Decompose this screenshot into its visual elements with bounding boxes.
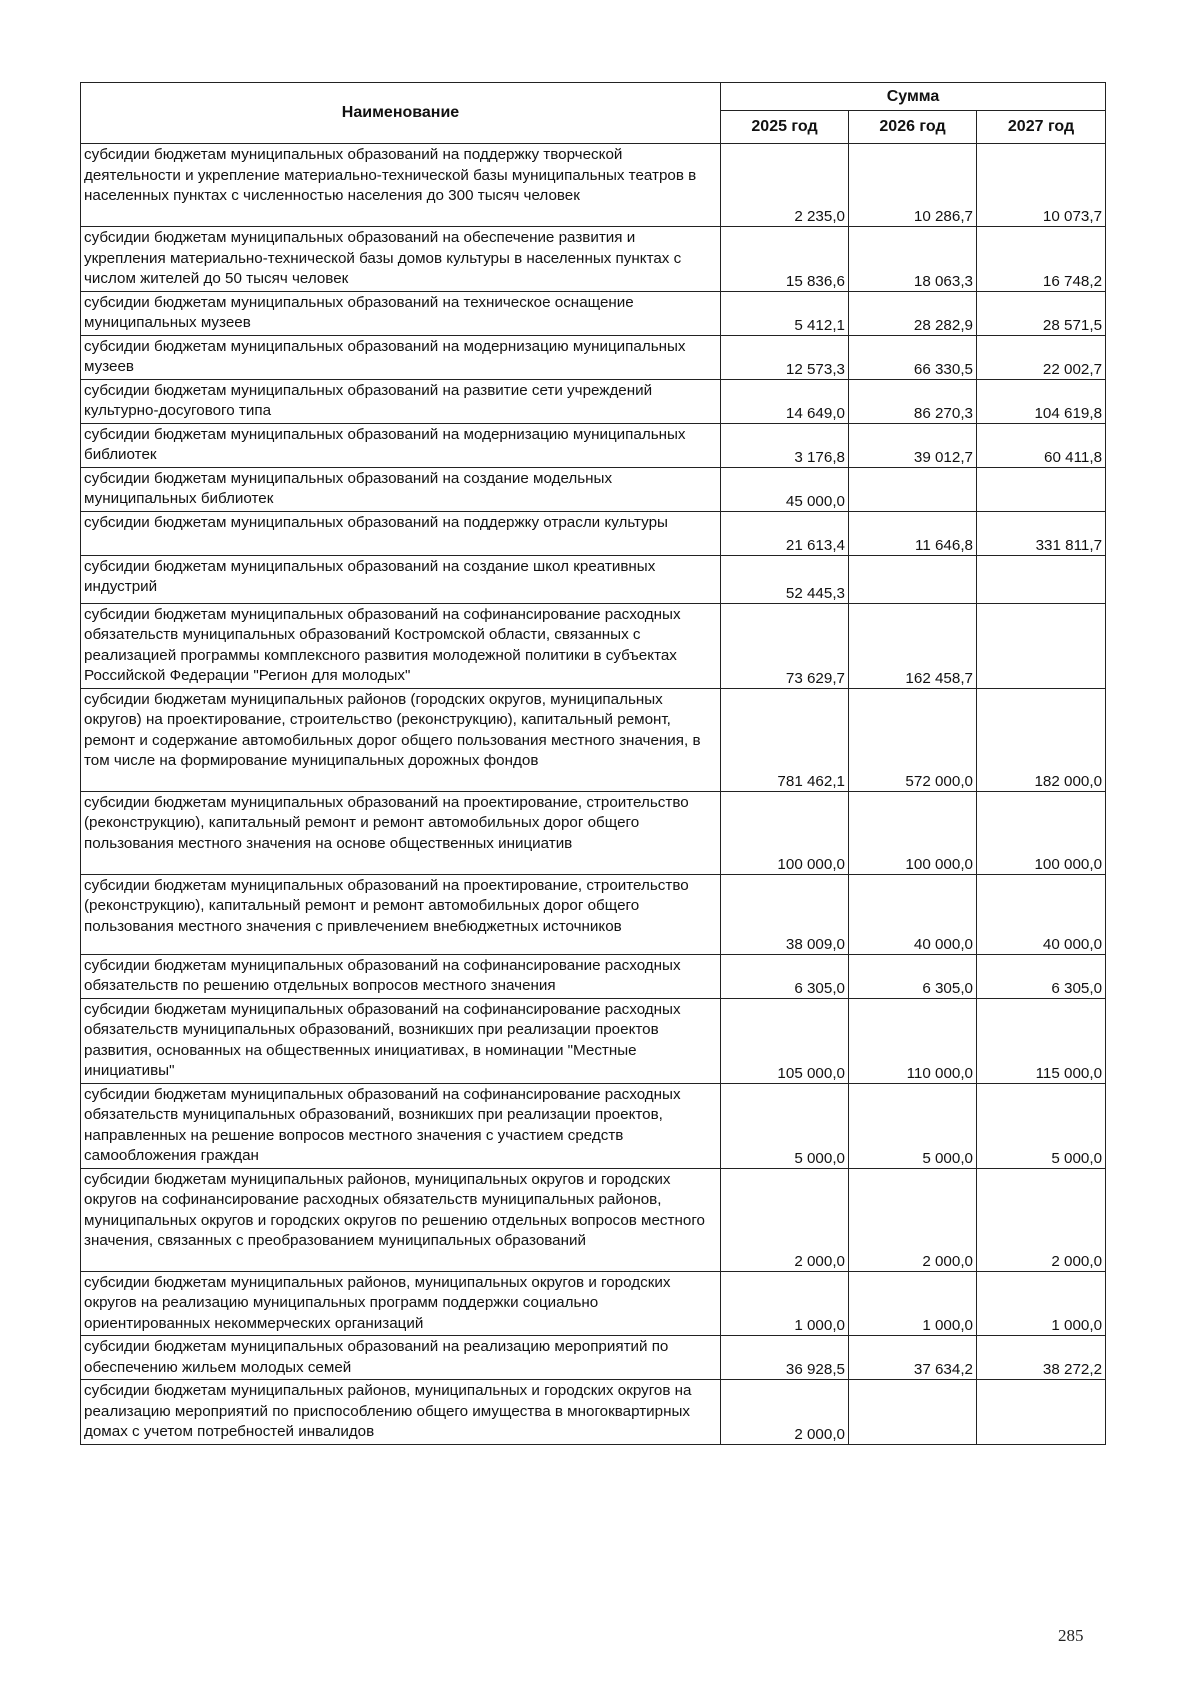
- row-value-2025: 2 235,0: [721, 144, 849, 227]
- row-name: субсидии бюджетам муниципальных районов, муниципальных и городских округов на реализацию мероприятий по приспособлению общего имущества в многоквартирных домах с учетом потребностей инвалидов: [81, 1380, 721, 1445]
- row-value-2026: 1 000,0: [849, 1271, 977, 1336]
- row-name: субсидии бюджетам муниципальных районов, муниципальных округов и городских округов на реализацию муниципальных программ поддержки социально ориентированных некоммерческих организаций: [81, 1271, 721, 1336]
- row-value-2025: 14 649,0: [721, 379, 849, 423]
- table-row: [81, 874, 1106, 954]
- row-value-2027: 2 000,0: [977, 1168, 1106, 1271]
- table-body: [81, 144, 1106, 1445]
- row-value-2027: [977, 603, 1106, 688]
- row-value-2025: 781 462,1: [721, 688, 849, 791]
- row-value-2027: 38 272,2: [977, 1336, 1106, 1380]
- table-row: [81, 227, 1106, 292]
- header-year-2025: 2025 год: [721, 111, 849, 144]
- row-value-2027: 6 305,0: [977, 954, 1106, 998]
- page-number: 285: [1058, 1626, 1084, 1645]
- row-value-2026: 18 063,3: [849, 227, 977, 292]
- row-value-2027: 22 002,7: [977, 335, 1106, 379]
- row-value-2026: 5 000,0: [849, 1083, 977, 1168]
- row-name: субсидии бюджетам муниципальных образований на создание школ креативных индустрий: [81, 555, 721, 603]
- row-value-2026: 162 458,7: [849, 603, 977, 688]
- table-row: [81, 1336, 1106, 1380]
- row-name: субсидии бюджетам муниципальных образований на создание модельных муниципальных библиотек: [81, 467, 721, 511]
- row-value-2025: 12 573,3: [721, 335, 849, 379]
- table-row: [81, 291, 1106, 335]
- row-value-2026: 6 305,0: [849, 954, 977, 998]
- row-name: субсидии бюджетам муниципальных образований на софинансирование расходных обязательств муниципальных образований Костромской области, связанных с реализацией программы комплексного развития молодежной политики в субъектах Российской Федерации "Регион для молодых": [81, 603, 721, 688]
- row-name: субсидии бюджетам муниципальных образований на модернизацию муниципальных музеев: [81, 335, 721, 379]
- row-name: субсидии бюджетам муниципальных образований на софинансирование расходных обязательств муниципальных образований, возникших при реализации проектов, направленных на решение вопросов местного значения с участием средств самообложения граждан: [81, 1083, 721, 1168]
- row-value-2026: 40 000,0: [849, 874, 977, 954]
- table-row: [81, 603, 1106, 688]
- table-row: [81, 335, 1106, 379]
- row-value-2027: 28 571,5: [977, 291, 1106, 335]
- row-value-2026: 39 012,7: [849, 423, 977, 467]
- row-value-2026: [849, 467, 977, 511]
- table-row: [81, 511, 1106, 555]
- row-value-2025: 2 000,0: [721, 1168, 849, 1271]
- row-value-2027: 5 000,0: [977, 1083, 1106, 1168]
- header-sum: Сумма: [721, 83, 1106, 111]
- table-row: [81, 998, 1106, 1083]
- subsidies-table: [80, 82, 1106, 1445]
- table-row: [81, 467, 1106, 511]
- row-value-2025: 73 629,7: [721, 603, 849, 688]
- row-name: субсидии бюджетам муниципальных образований на софинансирование расходных обязательств по решению отдельных вопросов местного значения: [81, 954, 721, 998]
- row-name: субсидии бюджетам муниципальных образований на реализацию мероприятий по обеспечению жильем молодых семей: [81, 1336, 721, 1380]
- table-row: [81, 954, 1106, 998]
- row-value-2025: 5 000,0: [721, 1083, 849, 1168]
- header-name: Наименование: [81, 83, 721, 144]
- row-value-2026: 10 286,7: [849, 144, 977, 227]
- row-value-2027: 115 000,0: [977, 998, 1106, 1083]
- row-value-2026: 66 330,5: [849, 335, 977, 379]
- header-year-2026: 2026 год: [849, 111, 977, 144]
- row-name: субсидии бюджетам муниципальных образований на софинансирование расходных обязательств муниципальных образований, возникших при реализации проектов развития, основанных на общественных инициативах, в номинации "Местные инициативы": [81, 998, 721, 1083]
- row-value-2027: 40 000,0: [977, 874, 1106, 954]
- row-value-2026: [849, 555, 977, 603]
- header-year-2027: 2027 год: [977, 111, 1106, 144]
- row-value-2025: 105 000,0: [721, 998, 849, 1083]
- row-name: субсидии бюджетам муниципальных образований на обеспечение развития и укрепления материально-технической базы домов культуры в населенных пунктах с числом жителей до 50 тысяч человек: [81, 227, 721, 292]
- row-value-2025: 6 305,0: [721, 954, 849, 998]
- row-value-2027: 1 000,0: [977, 1271, 1106, 1336]
- table-row: [81, 555, 1106, 603]
- row-value-2025: 38 009,0: [721, 874, 849, 954]
- row-value-2026: 572 000,0: [849, 688, 977, 791]
- row-value-2027: 60 411,8: [977, 423, 1106, 467]
- table-row: [81, 1271, 1106, 1336]
- row-name: субсидии бюджетам муниципальных образований на техническое оснащение муниципальных музеев: [81, 291, 721, 335]
- row-value-2025: 21 613,4: [721, 511, 849, 555]
- row-value-2026: 28 282,9: [849, 291, 977, 335]
- row-name: субсидии бюджетам муниципальных образований на развитие сети учреждений культурно-досугового типа: [81, 379, 721, 423]
- row-value-2025: 5 412,1: [721, 291, 849, 335]
- row-name: субсидии бюджетам муниципальных образований на проектирование, строительство (реконструкцию), капитальный ремонт и ремонт автомобильных дорог общего пользования местного значения на основе общественных инициатив: [81, 791, 721, 874]
- row-value-2027: 104 619,8: [977, 379, 1106, 423]
- row-value-2027: 10 073,7: [977, 144, 1106, 227]
- row-value-2026: [849, 1380, 977, 1445]
- row-value-2027: [977, 555, 1106, 603]
- row-value-2025: 100 000,0: [721, 791, 849, 874]
- table-row: [81, 423, 1106, 467]
- row-value-2026: 2 000,0: [849, 1168, 977, 1271]
- table-row: [81, 791, 1106, 874]
- row-name: субсидии бюджетам муниципальных районов, муниципальных округов и городских округов на софинансирование расходных обязательств муниципальных районов, муниципальных округов и городских округов по решению отдельных вопросов местного значения, связанных с преобразованием муниципальных образований: [81, 1168, 721, 1271]
- table-row: [81, 688, 1106, 791]
- row-name: субсидии бюджетам муниципальных образований на модернизацию муниципальных библиотек: [81, 423, 721, 467]
- row-name: субсидии бюджетам муниципальных районов (городских округов, муниципальных округов) на проектирование, строительство (реконструкцию), капитальный ремонт, ремонт и содержание автомобильных дорог общего пользования местного значения, в том числе на формирование муниципальных дорожных фондов: [81, 688, 721, 791]
- row-value-2026: 86 270,3: [849, 379, 977, 423]
- row-value-2025: 3 176,8: [721, 423, 849, 467]
- table-row: [81, 144, 1106, 227]
- row-value-2025: 2 000,0: [721, 1380, 849, 1445]
- row-value-2026: 11 646,8: [849, 511, 977, 555]
- row-value-2025: 45 000,0: [721, 467, 849, 511]
- table-header: [81, 83, 1106, 144]
- row-value-2027: 16 748,2: [977, 227, 1106, 292]
- row-value-2025: 1 000,0: [721, 1271, 849, 1336]
- row-value-2026: 110 000,0: [849, 998, 977, 1083]
- row-name: субсидии бюджетам муниципальных образований на поддержку творческой деятельности и укрепление материально-технической базы муниципальных театров в населенных пунктах с численностью населения до 300 тысяч человек: [81, 144, 721, 227]
- row-value-2027: 331 811,7: [977, 511, 1106, 555]
- row-name: субсидии бюджетам муниципальных образований на поддержку отрасли культуры: [81, 511, 721, 555]
- table-row: [81, 1168, 1106, 1271]
- table-row: [81, 1083, 1106, 1168]
- row-value-2026: 100 000,0: [849, 791, 977, 874]
- row-value-2027: [977, 1380, 1106, 1445]
- row-value-2025: 52 445,3: [721, 555, 849, 603]
- row-value-2026: 37 634,2: [849, 1336, 977, 1380]
- row-name: субсидии бюджетам муниципальных образований на проектирование, строительство (реконструкцию), капитальный ремонт и ремонт автомобильных дорог общего пользования местного значения с привлечением внебюджетных источников: [81, 874, 721, 954]
- row-value-2025: 15 836,6: [721, 227, 849, 292]
- row-value-2025: 36 928,5: [721, 1336, 849, 1380]
- row-value-2027: 100 000,0: [977, 791, 1106, 874]
- row-value-2027: [977, 467, 1106, 511]
- table-row: [81, 379, 1106, 423]
- table-row: [81, 1380, 1106, 1445]
- row-value-2027: 182 000,0: [977, 688, 1106, 791]
